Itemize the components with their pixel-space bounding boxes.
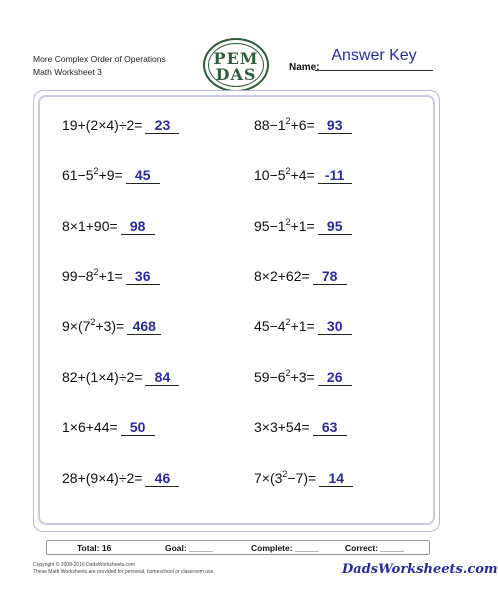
problem-right-6 bbox=[254, 369, 352, 386]
answer-value[interactable]: 30 bbox=[318, 318, 352, 335]
answer-key-text: Answer Key bbox=[331, 47, 417, 64]
copyright-line-1: Copyright © 2008-2016 DadsWorksheets.com bbox=[33, 562, 135, 568]
goal-field[interactable]: Goal: _____ bbox=[165, 543, 213, 553]
answer-value[interactable]: 98 bbox=[121, 218, 155, 235]
title-line-2: Math Worksheet 3 bbox=[33, 67, 102, 77]
answer-value[interactable]: 45 bbox=[126, 167, 160, 184]
problem-left-5 bbox=[62, 318, 161, 335]
problem-left-6 bbox=[62, 369, 179, 386]
problem-left-2 bbox=[62, 167, 160, 184]
problem-right-4 bbox=[254, 268, 347, 285]
answer-value[interactable]: -11 bbox=[318, 167, 352, 184]
problem-left-4 bbox=[62, 268, 160, 285]
answer-value[interactable]: 36 bbox=[126, 268, 160, 285]
problem-right-3 bbox=[254, 218, 352, 235]
problem-expression: $61-5^2+9=$ bbox=[62, 166, 123, 183]
problem-expression: 3×3+54= bbox=[254, 419, 310, 435]
title-line-1: More Complex Order of Operations bbox=[33, 54, 166, 64]
complete-field[interactable]: Complete: _____ bbox=[251, 543, 319, 553]
problem-left-7 bbox=[62, 419, 155, 436]
problem-expression: $7\times(3^2-7)=$ bbox=[254, 469, 317, 486]
logo-text-bottom: DAS bbox=[215, 65, 257, 84]
problem-expression: $95-1^2+1=$ bbox=[254, 217, 315, 234]
score-bar bbox=[46, 540, 430, 555]
problem-right-8 bbox=[254, 470, 353, 487]
problem-expression: $10-5^2+4=$ bbox=[254, 166, 315, 183]
answer-value[interactable]: 46 bbox=[145, 470, 179, 487]
answer-value[interactable]: 63 bbox=[313, 419, 347, 436]
problem-expression: $99-8^2+1=$ bbox=[62, 267, 123, 284]
pemdas-logo bbox=[203, 38, 269, 92]
problem-expression: 8×2+62= bbox=[254, 268, 310, 284]
problem-expression: $88-1^2+6=$ bbox=[254, 116, 315, 133]
answer-value[interactable]: 14 bbox=[319, 470, 353, 487]
answer-value[interactable]: 78 bbox=[313, 268, 347, 285]
answer-value[interactable]: 93 bbox=[318, 117, 352, 134]
copyright-line-2: These Math Worksheets are provided for personal, homeschool or classroom use. bbox=[33, 569, 215, 575]
problem-left-1 bbox=[62, 117, 179, 134]
problem-expression: 28+(9×4)÷2= bbox=[62, 470, 143, 486]
problem-expression: 8×1+90= bbox=[62, 218, 118, 234]
brand-logo: DadsWorksheets.com bbox=[342, 562, 498, 577]
problem-left-3 bbox=[62, 218, 155, 235]
name-label: Name: bbox=[289, 62, 320, 73]
correct-field[interactable]: Correct: _____ bbox=[345, 543, 405, 553]
problem-right-7 bbox=[254, 419, 347, 436]
problem-expression: $59-6^2+3=$ bbox=[254, 368, 315, 385]
answer-value[interactable]: 26 bbox=[318, 369, 352, 386]
answer-value[interactable]: 50 bbox=[121, 419, 155, 436]
total-count: Total: 16 bbox=[77, 543, 112, 553]
problem-expression: 82+(1×4)÷2= bbox=[62, 369, 143, 385]
answer-value[interactable]: 95 bbox=[318, 218, 352, 235]
problem-expression: 1×6+44= bbox=[62, 419, 118, 435]
answer-value[interactable]: 84 bbox=[145, 369, 179, 386]
problem-expression: 19+(2×4)÷2= bbox=[62, 117, 143, 133]
problem-left-8 bbox=[62, 470, 179, 487]
problem-right-1 bbox=[254, 117, 352, 134]
problem-right-5 bbox=[254, 318, 352, 335]
problem-expression: $45-4^2+1=$ bbox=[254, 317, 315, 334]
problem-expression: $9\times(7^2+3)=$ bbox=[62, 317, 125, 334]
answer-value[interactable]: 23 bbox=[145, 117, 179, 134]
worksheet-title bbox=[33, 53, 166, 79]
problems-inner-border bbox=[38, 95, 435, 525]
logo-text-top: PEM bbox=[213, 49, 259, 68]
copyright-notice bbox=[33, 562, 215, 576]
problem-right-2 bbox=[254, 167, 352, 184]
answer-value[interactable]: 468 bbox=[127, 318, 161, 335]
